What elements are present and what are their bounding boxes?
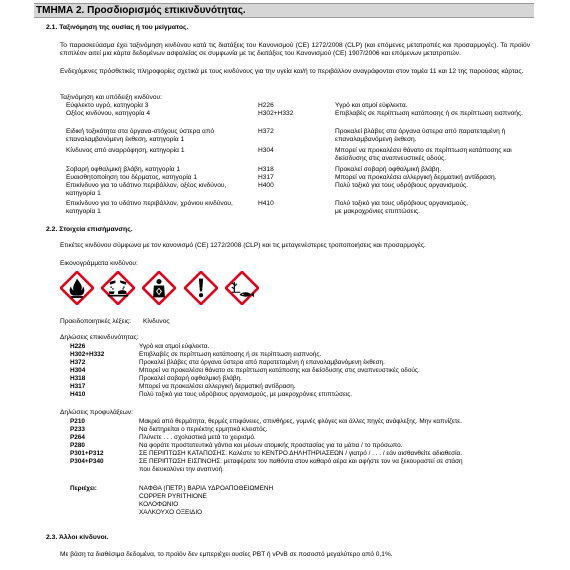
environment-icon — [225, 271, 259, 305]
hazard-description: Μπορεί να προκαλέσει αλλεργική δερματική αντίδραση. — [335, 174, 497, 181]
exclamation-icon — [184, 271, 218, 305]
p-statement: ΣΕ ΠΕΡΙΠΤΩΣΗ ΕΙΣΠΝΟΗΣ: μεταφέρατε τον παθόντα στον καθαρό αέρα και αφήστε τον να ξεκουραστεί σε στάση — [139, 458, 463, 465]
p-code: P304+P340 — [70, 458, 104, 465]
hazard-category: Κίνδυνος από αναρρόφηση, κατηγορία 1 — [66, 147, 185, 154]
h-code: H317 — [70, 383, 86, 390]
signal-word-label: Προειδοποιητικές λέξεις: — [60, 318, 132, 325]
hazard-code: H317 — [258, 174, 274, 181]
h-statement: Υγρό και ατμοί εύφλεκτα. — [139, 343, 210, 350]
precautionary-statements-label: Δηλώσεις προφυλάξεων: — [60, 409, 133, 416]
p-code: P301+P312 — [70, 450, 104, 457]
health-hazard-icon — [142, 271, 176, 305]
section-title: ΤΜΗΜΑ 2. Προσδιορισμός επικινδυνότητας. — [36, 5, 246, 16]
hazard-category: Ειδική τοξικότητα στα όργανα-στόχους ύστερα από επαναλαμβανόμενη έκθεση, κατηγορία 1 — [66, 128, 215, 144]
p-statement: ΣΕ ΠΕΡΙΠΤΩΣΗ ΚΑΤΑΠΟΣΗΣ: Καλέστε το ΚΕΝΤΡΟ ΔΗΛΗΤΗΡΙΑΣΕΩΝ / γιατρό / . . . / εάν αισθανθείτε αδιαθεσία. — [139, 450, 462, 457]
h-statement: Προκαλεί σοβαρή οφθαλμική βλάβη. — [139, 375, 242, 382]
hazard-description: Μπορεί να προκαλέσει θάνατο σε περίπτωση κατάποσης και διείσδυσης στις αναπνευστικές οδούς. — [335, 147, 512, 163]
h-code: H304 — [70, 367, 86, 374]
hazard-code: H318 — [258, 166, 274, 173]
h-statement: Μπορεί να προκαλέσει αλλεργική δερματική αντίδραση. — [139, 383, 296, 390]
h-statement: Μπορεί να προκαλέσει θάνατο σε περίπτωση κατάποσης και διείσδυσης στις αναπνευστικές οδούς. — [139, 367, 420, 374]
signal-word: Κίνδυνος — [143, 318, 170, 325]
h-code: H318 — [70, 375, 86, 382]
pictograms-label: Εικονογράμματα κινδύνου: — [60, 260, 138, 267]
hazard-code: H372 — [258, 128, 274, 135]
h-code: H372 — [70, 359, 86, 366]
list-item: ΚΟΛΟΦΩΝΙΟ — [139, 501, 179, 508]
hazard-category: Επικίνδυνο για το υδάτινο περιβάλλον, χρόνιου κινδύνου, κατηγορία 1 — [66, 200, 233, 216]
hazard-code: H226 — [258, 102, 274, 109]
heading-2-1: 2.1. Ταξινόμηση της ουσίας ή του μείγματος. — [46, 24, 189, 31]
hazard-code: H304 — [258, 147, 274, 154]
hazard-category: Οξέος κινδύνου, κατηγορία 4 — [66, 110, 151, 117]
hazard-description: Πολύ τοξικό για τους υδρόβιους οργανισμούς. — [335, 182, 469, 189]
p-statement-continuation: που διευκολύνει την αναπνοή. — [139, 466, 224, 473]
other-hazards-text: Με βάση τα διαθέσιμα δεδομένα, το προϊόν δεν εμπεριέχει ουσίες PBT ή vPvB σε ποσοστό μεγαλύτερο από 0,1%. — [60, 551, 393, 558]
list-item: ΧΑΛΚΟΥΧΟ ΟΞΕΙΔΙΟ — [139, 509, 203, 516]
h-statement: Πολύ τοξικό για τους υδρόβιους οργανισμούς, με μακροχρόνιες επιπτώσεις. — [139, 391, 353, 398]
list-item: COPPER PYRITHIONE — [139, 493, 207, 500]
heading-2-2: 2.2. Στοιχεία επισήμανσης. — [46, 226, 133, 233]
p-statement: Πλύνετε . . . σχολαστικά μετά το χειρισμό. — [139, 434, 256, 441]
p-code: P210 — [70, 418, 85, 425]
h-code: H302+H332 — [70, 351, 105, 358]
h-code: H410 — [70, 391, 86, 398]
corrosion-icon — [101, 271, 135, 305]
heading-2-3: 2.3. Άλλοι κίνδυνοι. — [46, 534, 109, 541]
hazard-code: H302+H332 — [258, 110, 294, 117]
hazard-category: Εύφλεκτο υγρό, κατηγορία 3 — [66, 102, 149, 109]
h-code: H226 — [70, 343, 86, 350]
hazard-code: H400 — [258, 182, 274, 189]
p-code: P280 — [70, 442, 85, 449]
p-statement: Να διατηρείται ο περιέκτης ερμητικά κλειστός. — [139, 426, 268, 433]
flame-icon — [60, 271, 94, 305]
hazard-description: Πολύ τοξικό για τους υδρόβιους οργανισμούς, με μακροχρόνιες επιπτώσεις. — [335, 200, 469, 216]
hazard-category: Σοβαρή οφθαλμική βλάβη, κατηγορία 1 — [66, 166, 181, 173]
p-code: P233 — [70, 426, 85, 433]
classification-table-label: Ταξινόμηση και υπόδειξη κινδύνου: — [60, 94, 162, 101]
p-statement: Μακριά από θερμότητα, θερμές επιφάνειες, σπινθήρες, γυμνές φλόγες και άλλες πηγές ανάφλεξης. Μην καπνίζετε. — [139, 418, 462, 425]
hazard-statements-label: Δηλώσεις επικινδυνότητας: — [60, 334, 139, 341]
list-item: ΝΑΦΘΑ (ΠΕΤΡ.) ΒΑΡΙΑ ΥΔΡΟΑΠΟΘΕΙΩΜΕΝΗ — [139, 485, 274, 492]
additional-info-paragraph: Ενδεχόμενες πρόσθετικές πληροφορίες σχετικά με τους κινδύνους για την υγεία και/ή το περιβάλλον αναγράφονται στον τομέα 11 και 12 της παρούσας κάρτας. — [60, 68, 524, 75]
p-statement: Να φοράτε προστατευτικά γάντια και μέσων ατομικής προστασίας για τα μάτια / το πρόσωπο. — [139, 442, 403, 449]
labelling-intro: Ετικέτες κινδύνου σύμφωνα με τον κανονισμό (CE) 1272/2008 (CLP) και τις μεταγενέστερες τροποποιήσεις και προσαρμογές. — [60, 242, 426, 249]
hazard-description: Υγρό και ατμοί εύφλεκτα. — [335, 102, 408, 109]
hazard-description: Προκαλεί βλάβες στα όργανα ύστερα από παρατεταμένη ή επαναλαμβανόμενη έκθεση. — [335, 128, 506, 144]
hazard-category: Ευαισθητοποίηση του δέρματος, κατηγορία 1 — [66, 174, 197, 181]
hazard-code: H410 — [258, 200, 274, 207]
hazard-category: Επικίνδυνο για το υδάτινο περιβάλλον, οξέος κινδύνου, κατηγορία 1 — [66, 182, 227, 198]
h-statement: Προκαλεί βλάβες στα όργανα ύστερα από παρατεταμένη ή επαναλαμβανόμενη έκθεση. — [139, 359, 385, 366]
contains-label: Περιέχει: — [70, 485, 97, 492]
p-code: P264 — [70, 434, 85, 441]
classification-paragraph: Το παρασκεύασμα έχει ταξινόμηση κινδύνου κατά τις διατάξεις του Κανονισμού (CE) 1272/2008 (CLP) (και επόμενες μετατροπές και προσαρμογές). Το προϊόν επιπλέον αιτεί μια κάρτα δεδομένων ασφαλείας σε συμφωνία με τις διατάξεις του Κανονισμού (CE) 1907/2006 και επόμενων μετατροπών. — [60, 42, 530, 58]
section-header — [34, 3, 534, 18]
h-statement: Επιβλαβές σε περίπτωση κατάποσης ή σε περίπτωση εισπνοής. — [139, 351, 322, 358]
hazard-description: Επιβλαβές σε περίπτωση κατάποσης ή σε περίπτωση εισπνοής. — [335, 110, 523, 117]
hazard-description: Προκαλεί σοβαρή οφθαλμική βλάβη. — [335, 166, 442, 173]
